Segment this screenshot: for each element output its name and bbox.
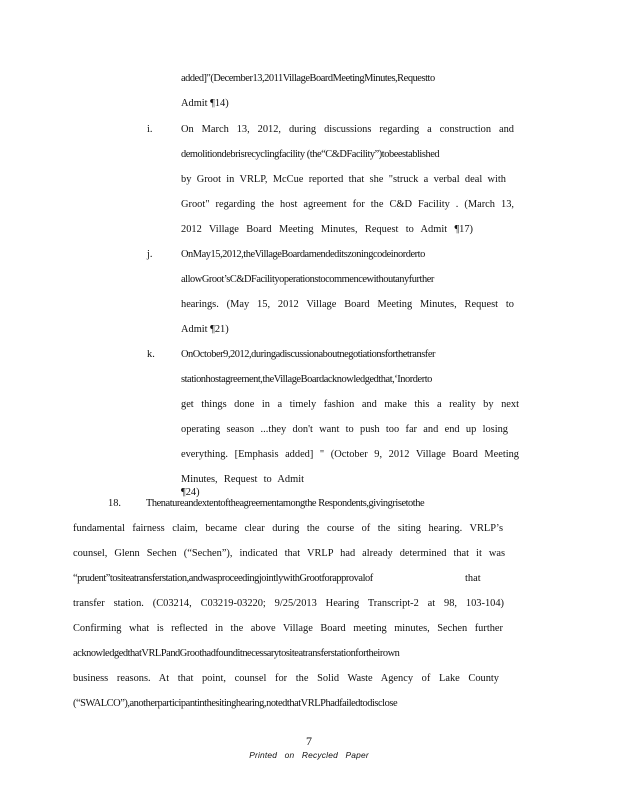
text-line: fundamental fairness claim, became clear during the course of the siting hearing. VRLP’s (73, 523, 503, 534)
text-line: Confirming what is reflected in the above Village Board meeting minutes, Sechen further (73, 623, 503, 634)
text-line: get things done in a timely fashion and make this a reality by next (181, 399, 519, 410)
text-line: transfer station. (C03214, C03219-03220; 9/25/2013 Hearing Transcript-2 at 98, 103-104) (73, 598, 504, 609)
text-line: added]"(December13,2011VillageBoardMeetingMinutes,Requestto (181, 73, 435, 84)
list-item-label: j. (147, 249, 153, 260)
text-line: stationhostagreement,theVillageBoardacknowledgedthat,‘Inorderto (181, 374, 432, 385)
page-footer: Printed on Recycled Paper (249, 750, 369, 760)
text-line: “prudent”tositeatransferstation,andwasproceedingjointlywithGrootforapprovalof (73, 573, 373, 584)
text-line: operating season ...they don't want to push too far and end up losing (181, 424, 508, 435)
page-number: 7 (306, 734, 312, 748)
text-line: acknowledgedthatVRLPandGroothadfounditnecessarytositeatransferstationfortheirown (73, 648, 400, 659)
text-line: demolitiondebrisrecyclingfacility (the“C&DFacility”)tobeestablished (181, 149, 440, 160)
text-line: 2012 Village Board Meeting Minutes, Request to Admit ¶17) (181, 224, 473, 235)
text-line: OnOctober9,2012,duringadiscussionaboutnegotiationsforthetransfer (181, 349, 435, 360)
text-line: by Groot in VRLP, McCue reported that she "struck a verbal deal with (181, 174, 506, 185)
text-line: counsel, Glenn Sechen (“Sechen”), indicated that VRLP had already determined that it was (73, 548, 505, 559)
list-item-label: k. (147, 349, 155, 360)
text-line: that (465, 573, 481, 584)
text-line: Admit ¶14) (181, 98, 229, 109)
text-line: Admit ¶21) (181, 324, 229, 335)
text-line: hearings. (May 15, 2012 Village Board Meeting Minutes, Request to (181, 299, 514, 310)
text-line: allowGroot’sC&DFacilityoperationstocommencewithoutanyfurther (181, 274, 434, 285)
text-line: everything. [Emphasis added] " (October 9, 2012 Village Board Meeting (181, 449, 519, 460)
text-line: Thenatureandextentoftheagreementamongthe Respondents,givingrisetothe (146, 498, 425, 509)
text-line: Minutes, Request to Admit ¶24) (181, 474, 304, 498)
paragraph-number: 18. (108, 498, 121, 509)
text-line: On March 13, 2012, during discussions regarding a construction and (181, 124, 514, 135)
text-line: business reasons. At that point, counsel for the Solid Waste Agency of Lake County (73, 673, 499, 684)
list-item-label: i. (147, 124, 153, 135)
text-line: Groot" regarding the host agreement for the C&D Facility . (March 13, (181, 199, 514, 210)
text-line: (“SWALCO”),anotherparticipantinthesitinghearing,notedthatVRLPhadfailedtodisclose (73, 698, 398, 709)
text-line: OnMay15,2012,theVillageBoardamendeditszoningcodeinorderto (181, 249, 425, 260)
